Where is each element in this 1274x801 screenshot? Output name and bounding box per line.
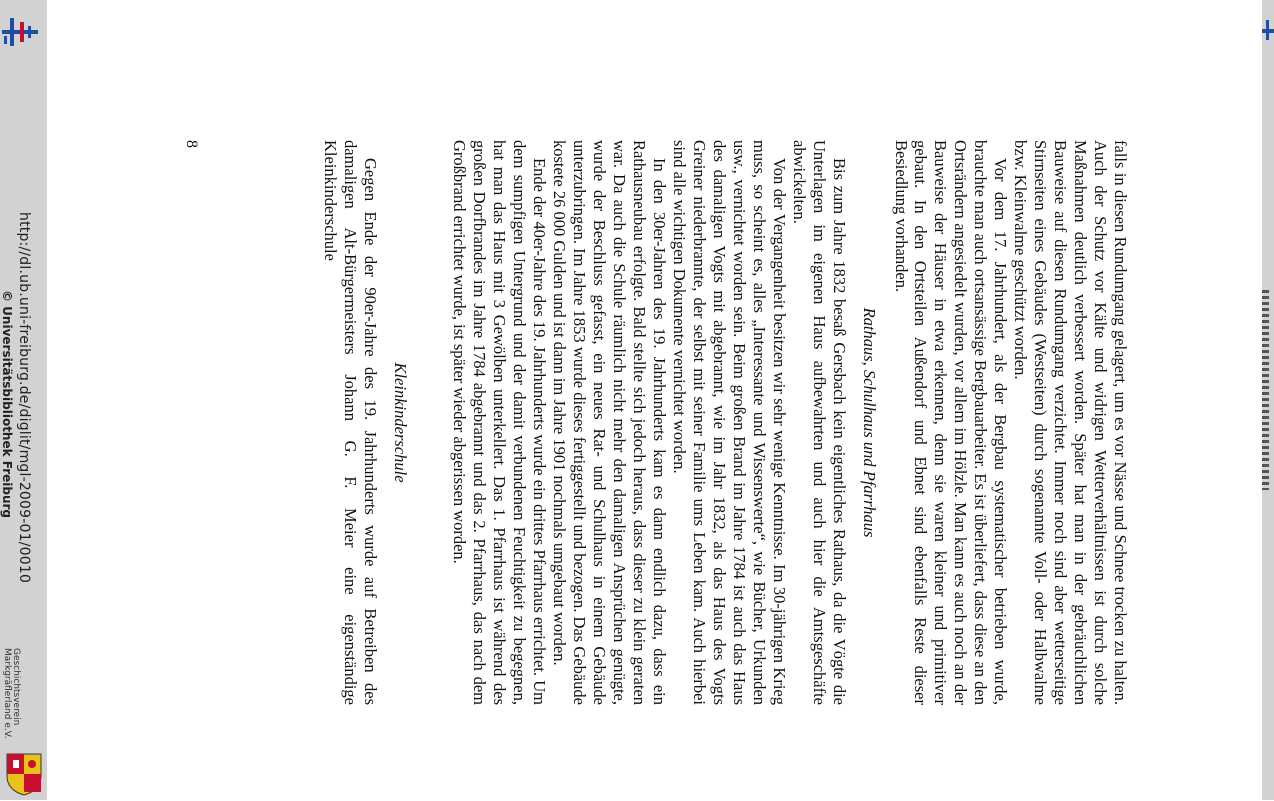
paragraph-1: falls in diesen Rundumgang gelagert, um es vor Nässe und Schnee trocken zu halten. Auch der Schutz vor Kälte und widrigen Wetterverhältnissen ist durch solche Maßnahmen deutlich verbessert worden. Später hat man in der gebräuchlichen Bauweise auf diesen Rundumgang verzichtet. Immer noch sind aber wetterseitige Stirnseiten eines Gebäudes (Westseiten) durch sogenannte Voll- oder Halbwalme bzw. Kleinwalme geschützt worden.: [1011, 140, 1130, 705]
paragraph-2: Vor dem 17. Jahrhundert, als der Bergbau systematischer betrieben wurde, brauchte man auch ortsansässige Bergbauarbeiter. Es ist überliefert, dass diese an den Ortsrändern angesiedelt wurden, vor allem im Hölzle. Man kann es auch noch an der Bauweise der Häuser in etwa erkennen, denn sie waren kleiner und primitiver gebaut. In den Ortsteilen Außendorf und Ebnet sind ebenfalls Reste dieser Besiedlung vorhanden.: [891, 140, 1011, 705]
paragraph-7: Gegen Ende der 90er-Jahre des 19. Jahrhunderts wurde auf Betreiben des damaligen Alt-Bürgermeisters Johann G. F. Meier eine eigenständige Kleinkinderschule: [320, 140, 380, 705]
copyright-text: © Universitätsbibliothek Freiburg: [0, 290, 14, 519]
source-url[interactable]: http://dl.ub.uni-freiburg.de/diglit/mgl-2009-01/0010: [16, 212, 32, 584]
society-line-2: Markgräflerland e.V.: [1, 648, 12, 739]
paragraph-4: Von der Vergangenheit besitzen wir sehr wenige Kenntnisse. Im 30-jährigen Krieg muss, so scheint es, alles „Interessante und Wissenswerte“, wie Bücher, Urkunden usw., vernichtet worden sein. Beim großen Brand im Jahre 1784 ist auch das Haus des damaligen Vogts mit abgebrannt, wie im Jahr 1832, als das Haus des Vogts Greiner niederbrannte, der selbst mit seiner Familie ums Leben kam. Auch hierbei sind alle wichtigen Dokumente vernichtet worden.: [669, 140, 789, 705]
page-number: 8: [183, 140, 200, 148]
university-logo-fragment-icon: [1262, 20, 1274, 49]
paragraph-6: Ende der 40er-Jahre des 19. Jahrhunderts wurde ein drittes Pfarrhaus errichtet. Um dem sumpfigen Untergrund und der damit verbundenen Feuchtigkeit zu begegnen, hat man das Haus mit 3 Gewölben unterkellert. Das 1. Pfarrhaus ist während des großen Dorfbrandes im Jahre 1784 abgebrannt und das 2. Pfarrhaus, das nach dem Großbrand errichtet wurde, ist später wieder abgerissen worden.: [450, 140, 550, 705]
paragraph-5: In den 30er-Jahren des 19. Jahrhunderts kam es dann endlich dazu, dass ein Rathausneubau erfolgte. Bald stellte sich jedoch heraus, dass dieser zu klein geraten war. Da auch die Schule räumlich nicht mehr den damaligen Ansprüchen genügte, wurde der Beschluss gefasst, ein neues Rat- und Schulhaus in einem Gebäude unterzubringen. Im Jahre 1853 wurde dieses fertiggestellt und bezogen. Das Gebäude kostete 26 000 Gulden und ist dann im Jahre 1901 nochmals umgebaut worden.: [550, 140, 670, 705]
section-heading-kleinkinderschule: Kleinkinderschule: [390, 362, 410, 483]
paragraph-3: Bis zum Jahre 1832 besaß Gersbach kein eigentliches Rathaus, da die Vögte die Unterlagen im eigenen Haus aufbewahrten und auch hier die Amtsgeschäfte abwickelten.: [789, 140, 849, 705]
society-line-1: Geschichtsverein: [11, 648, 21, 726]
section-heading-rathaus: Rathaus, Schulhaus und Pfarrhaus: [859, 307, 879, 538]
main-text-column: [320, 140, 1130, 705]
right-edge-text-fragment: [1262, 290, 1269, 490]
